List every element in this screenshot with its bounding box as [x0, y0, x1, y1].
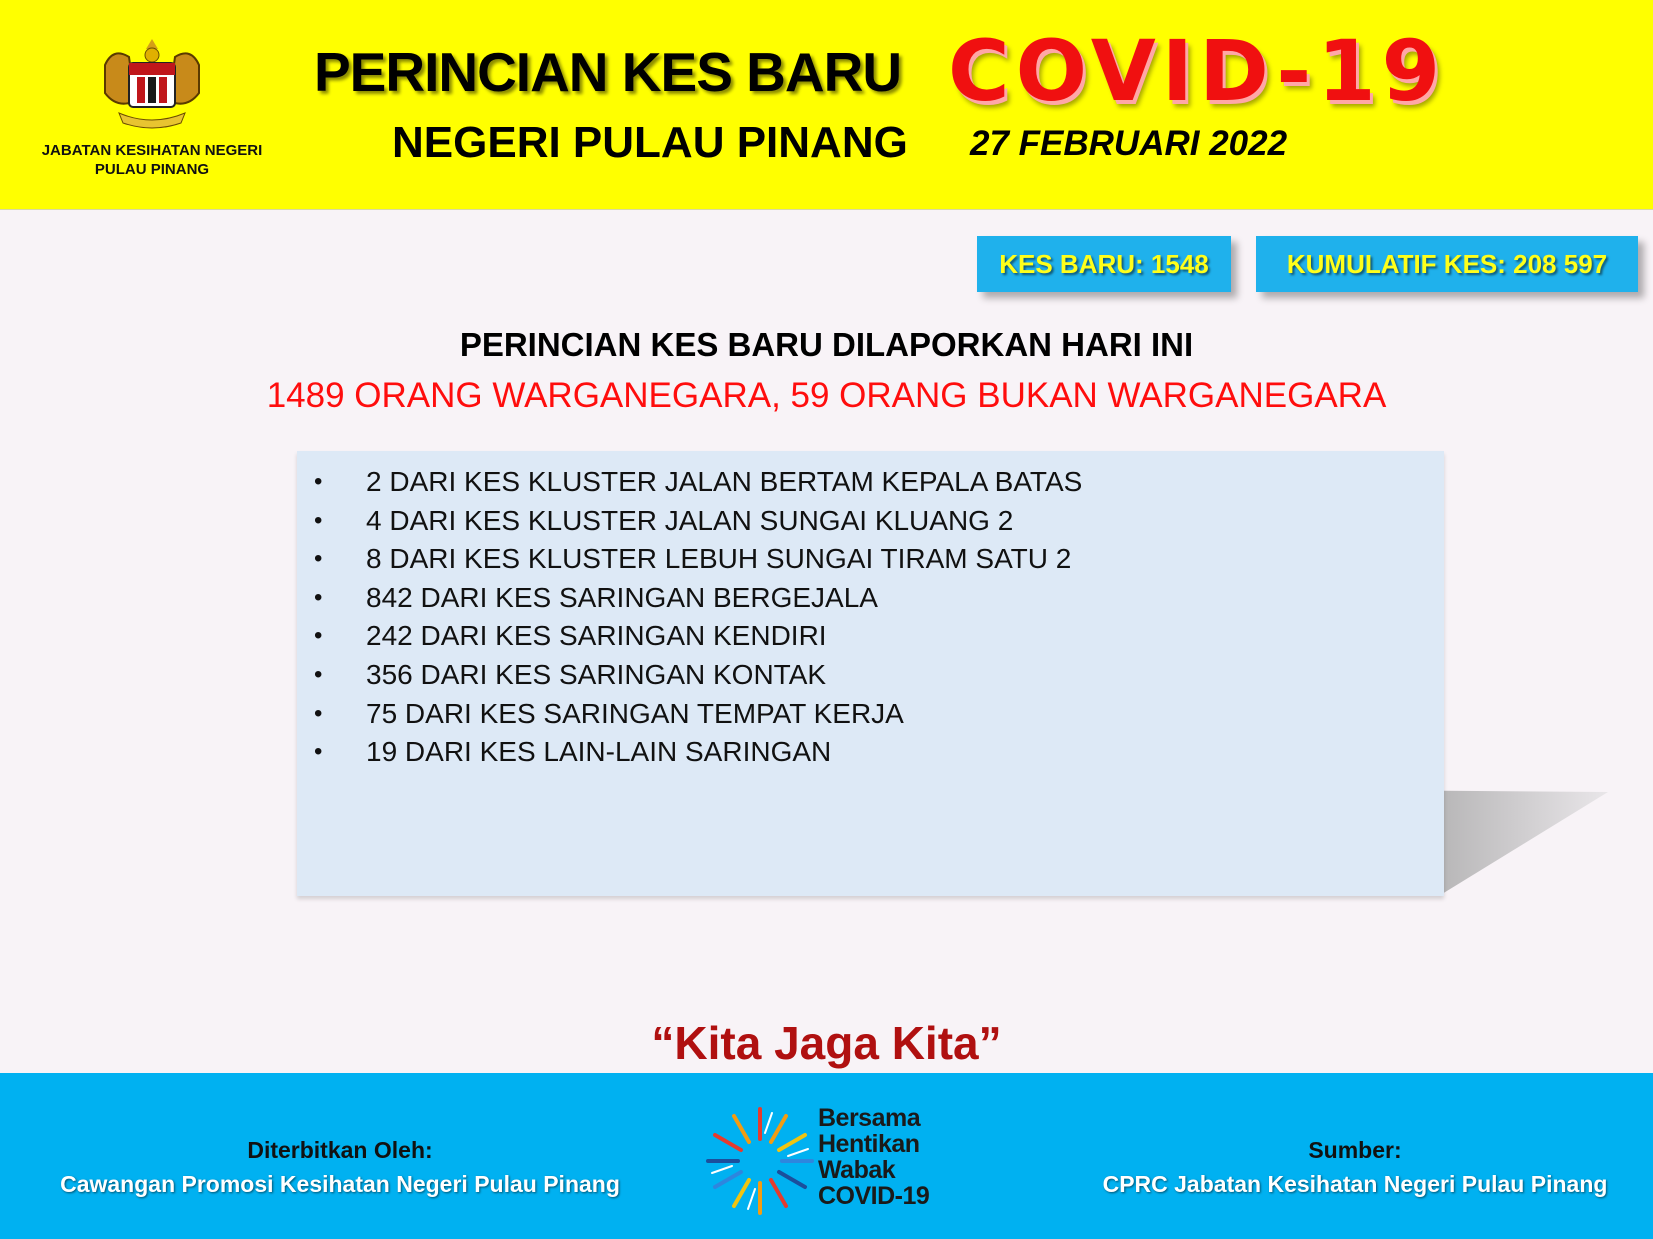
source-label: Sumber: [1308, 1137, 1402, 1163]
campaign-burst-icon [700, 1101, 820, 1221]
coat-of-arms-icon [87, 35, 217, 135]
list-item: • 242 DARI KES SARINGAN KENDIRI [297, 617, 1444, 656]
campaign-line: Hentikan [818, 1130, 920, 1158]
source-block [1080, 1133, 1630, 1201]
list-item: • 8 DARI KES KLUSTER LEBUH SUNGAI TIRAM SATU 2 [297, 540, 1444, 579]
case-breakdown-list [297, 451, 1444, 772]
source-name: CPRC Jabatan Kesihatan Negeri Pulau Pinang [1102, 1171, 1608, 1197]
campaign-line: COVID-19 [818, 1182, 930, 1210]
campaign-line: Bersama [818, 1104, 921, 1132]
list-item: • 356 DARI KES SARINGAN KONTAK [297, 656, 1444, 695]
cumulative-cases-badge: KUMULATIF KES: 208 597 [1256, 236, 1638, 292]
list-item: • 75 DARI KES SARINGAN TEMPAT KERJA [297, 695, 1444, 734]
campaign-line: Wabak [818, 1156, 896, 1184]
case-breakdown-panel [297, 451, 1444, 896]
citizenship-breakdown: 1489 ORANG WARGANEGARA, 59 ORANG BUKAN WARGANEGARA [266, 376, 1387, 415]
publisher-name: Cawangan Promosi Kesihatan Negeri Pulau Pinang [60, 1171, 620, 1197]
summary-heading: PERINCIAN KES BARU DILAPORKAN HARI INI [459, 326, 1194, 363]
report-date: 27 FEBRUARI 2022 [970, 124, 1288, 163]
list-item: • 19 DARI KES LAIN-LAIN SARINGAN [297, 733, 1444, 772]
header-banner [0, 0, 1653, 210]
list-item: • 4 DARI KES KLUSTER JALAN SUNGAI KLUANG 2 [297, 502, 1444, 541]
list-item: • 2 DARI KES KLUSTER JALAN BERTAM KEPALA BATAS [297, 463, 1444, 502]
list-item: • 842 DARI KES SARINGAN BERGEJALA [297, 579, 1444, 618]
department-state: PULAU PINANG [94, 161, 210, 178]
covid-title: COVID-19 [948, 22, 1447, 120]
campaign-slogan [818, 1105, 929, 1209]
new-cases-badge: KES BARU: 1548 [977, 236, 1231, 292]
state-title: NEGERI PULAU PINANG [392, 118, 908, 167]
page-title: PERINCIAN KES BARU [314, 41, 902, 103]
slogan: “Kita Jaga Kita” [651, 1017, 1002, 1069]
publisher-label: Diterbitkan Oleh: [247, 1137, 433, 1163]
publisher-block [40, 1133, 640, 1201]
department-name: JABATAN KESIHATAN NEGERI [41, 142, 263, 159]
coat-of-arms-logo [22, 35, 282, 179]
footer-banner [0, 1073, 1653, 1239]
